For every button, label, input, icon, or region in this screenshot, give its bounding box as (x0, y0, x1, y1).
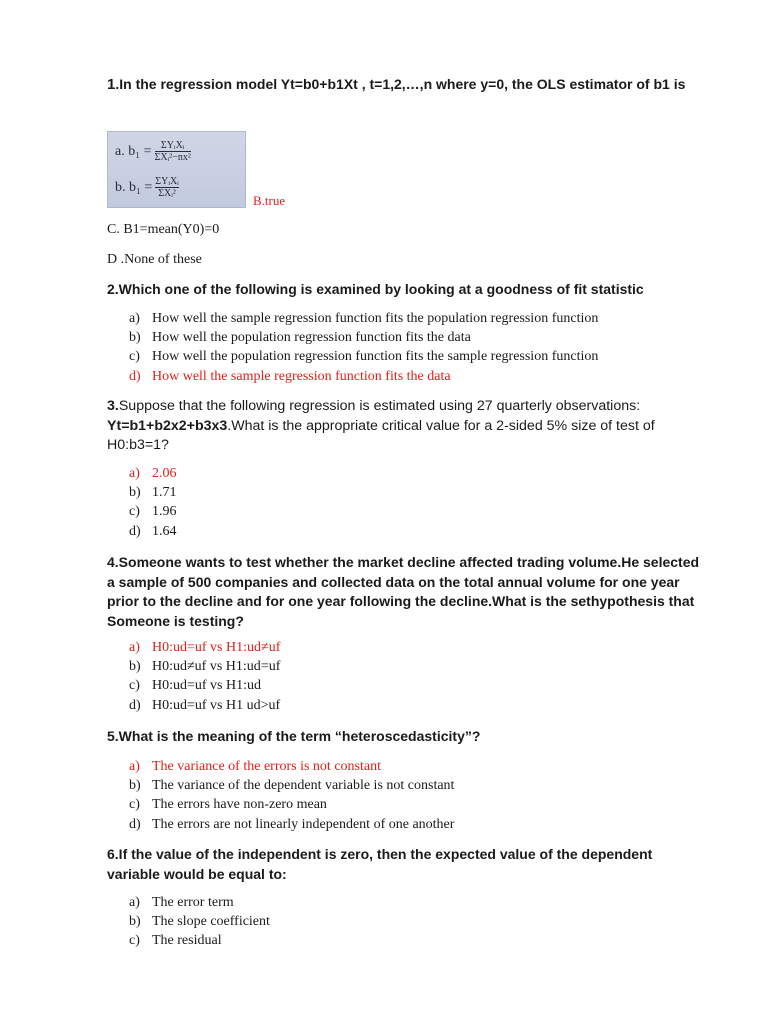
option-b[interactable]: b) 1.71 (129, 485, 177, 501)
answer-mark-b-true: B.true (253, 193, 286, 208)
question-1-text: .In the regression model Yt=b0+b1Xt , t=1,2,…,n where y=0, the OLS estimator of b1 is (115, 76, 686, 92)
option-d[interactable]: d) 1.64 (129, 523, 177, 539)
question-3 (107, 397, 707, 456)
question-3-equation: Yt=b1+b2x2+b3x3 (107, 417, 228, 434)
option-c[interactable]: c) The residual (129, 933, 222, 949)
question-4: 4.Someone wants to test whether the market decline affected trading volume.He selected a sample of 500 companies and collected data on the total annual volume for one year prior to the decline and for one year following the decline.What is the sethypothesis that Someone is testing? (107, 554, 700, 629)
question-1 (107, 75, 727, 95)
question-3-options (129, 464, 177, 541)
option-a[interactable]: a) The error term (129, 895, 234, 910)
formula-b-denominator: ΣXᵢ² (158, 188, 176, 199)
option-b[interactable]: b) H0:ud≠uf vs H1:ud=uf (129, 659, 281, 675)
question-6-options (129, 893, 270, 951)
question-2: 2.Which one of the following is examined by looking at a goodness of fit statistic (107, 281, 644, 297)
option-a-correct[interactable]: a) H0:ud=uf vs H1:ud≠uf (129, 640, 281, 655)
formula-a (115, 140, 191, 163)
option-c[interactable]: c) H0:ud=uf vs H1:ud (129, 678, 262, 694)
option-c[interactable]: c) The errors have non-zero mean (129, 797, 327, 813)
formula-b-fraction (155, 176, 179, 199)
option-d[interactable]: d) The errors are not linearly independent of one another (129, 816, 455, 832)
question-3-text-2: .What is the appropriate critical value for a 2-sided 5% size of test of H0:b3=1? (107, 417, 655, 453)
formula-a-numerator: ΣYᵢXᵢ (160, 140, 185, 151)
formula-a-fraction (155, 140, 191, 163)
question-1-option-c: C. B1=mean(Y0)=0 (107, 222, 220, 237)
question-3-text-1: Suppose that the following regression is estimated using 27 quarterly observations: (118, 398, 641, 414)
formula-b-lhs: b. b₁ = (115, 179, 153, 195)
question-6: 6.If the value of the independent is zero, then the expected value of the dependent variable would be equal to: (107, 846, 653, 882)
option-a-correct[interactable]: a) 2.06 (129, 466, 177, 481)
formula-image (107, 131, 246, 208)
formula-b (115, 176, 179, 199)
option-a-correct[interactable]: a) The variance of the errors is not constant (129, 759, 381, 774)
question-2-options (129, 309, 598, 386)
option-b[interactable]: b) The variance of the dependent variable is not constant (129, 778, 455, 794)
option-d-correct[interactable]: d) How well the sample regression function fits the data (129, 368, 451, 384)
formula-a-denominator: ΣXᵢ²−nx² (154, 152, 191, 163)
question-5-options (129, 757, 454, 834)
option-c[interactable]: c) 1.96 (129, 504, 177, 520)
option-b[interactable]: b) How well the population regression function fits the data (129, 330, 471, 346)
question-1-number: 1 (107, 76, 116, 93)
question-3-number: 3. (107, 398, 119, 414)
question-5: 5.What is the meaning of the term “heteroscedasticity”? (107, 728, 481, 744)
option-b[interactable]: b) The slope coefficient (129, 914, 270, 930)
formula-a-lhs: a. b₁ = (115, 143, 152, 159)
option-c[interactable]: c) How well the population regression function fits the sample regression function (129, 349, 599, 365)
question-1-option-d: D .None of these (107, 252, 202, 267)
formula-b-numerator: ΣYᵢXᵢ (155, 176, 179, 187)
option-d[interactable]: d) H0:ud=uf vs H1 ud>uf (129, 697, 281, 713)
question-4-options (129, 638, 280, 715)
option-a[interactable]: a) How well the sample regression function fits the population regression function (129, 311, 599, 326)
